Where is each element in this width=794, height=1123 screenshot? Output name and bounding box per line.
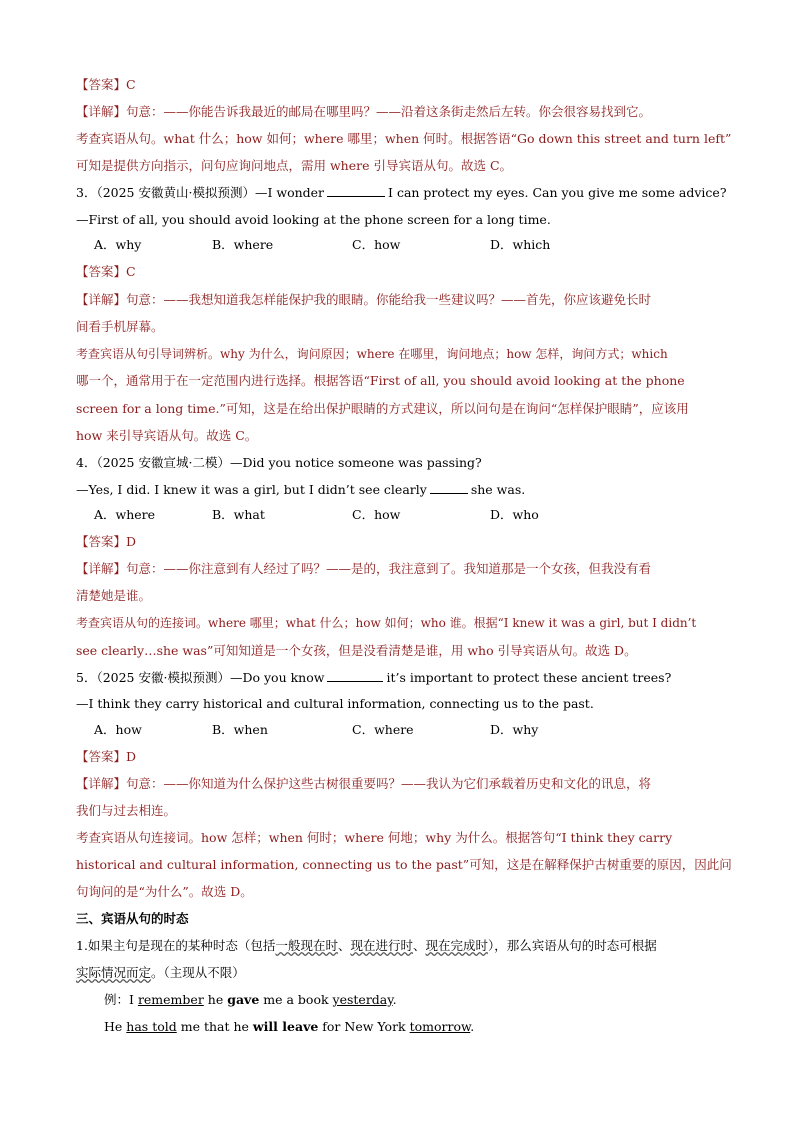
tense-term: 现在进行时: [350, 938, 413, 953]
q2-detail-line-2: 考查宾语从句。what 什么；how 如何；where 哪里；when 何时。根据答语“Go down this street and turn left”: [76, 131, 732, 146]
q3-stem-line-2: —First of all, you should avoid looking at the phone screen for a long time.: [76, 212, 551, 227]
tense-rule-line-1: 1.如果主句是现在的某种时态（包括一般现在时、现在进行时、现在完成时），那么宾语从句的时态可根据: [76, 938, 657, 953]
tense-term: 一般现在时: [275, 938, 338, 953]
tense-rule-line-2: 实际情况而定。（主现从不限）: [76, 965, 245, 980]
q5-stem-line-2: —I think they carry historical and cultural information, connecting us to the past.: [76, 696, 594, 711]
q4-option-b: B．what: [212, 507, 265, 522]
q4-stem-line-1: 4．（2025 安徽宣城·二模）—Did you notice someone was passing?: [76, 455, 482, 470]
q5-detail-line-1: 【详解】句意：——你知道为什么保护这些古树很重要吗？——我认为它们承载着历史和文化的讯息，将: [76, 776, 652, 791]
detail-tag: 【详解】: [76, 104, 127, 119]
q5-option-b: B．when: [212, 722, 268, 737]
answer-tag: 【答案】: [76, 264, 127, 279]
q4-option-a: A．where: [94, 507, 156, 522]
q3-detail-line-4: 哪一个，通常用于在一定范围内进行选择。根据答语“First of all, you should avoid looking at the phone: [76, 373, 685, 388]
answer-value: C: [126, 264, 136, 279]
q4-stem-line-2: —Yes, I did. I knew it was a girl, but I didn’t see clearly she was.: [76, 482, 526, 497]
q4-detail-line-2: 清楚她是谁。: [76, 588, 152, 603]
q5-detail-line-2: 我们与过去相连。: [76, 803, 177, 818]
q5-option-d: D．why: [490, 722, 539, 737]
q4-option-d: D．who: [490, 507, 539, 522]
example-line-2: He has told me that he will leave for New York tomorrow.: [104, 1019, 475, 1034]
q4-detail-line-3: 考查宾语从句的连接词。where 哪里；what 什么；how 如何；who 谁。根据“I knew it was a girl, but I didn’t: [76, 616, 697, 630]
q2-detail-line-3: 可知是提供方向指示，问句应询问地点，需用 where 引导宾语从句。故选 C。: [76, 158, 513, 173]
q3-option-c: C．how: [352, 237, 401, 252]
q5-stem-line-1: 5．（2025 安徽·模拟预测）—Do you know it’s important to protect these ancient trees?: [76, 670, 672, 685]
q3-detail-line-5: screen for a long time.”可知，这是在给出保护眼睛的方式建议，所以问句是在询问“怎样保护眼睛”，应该用: [76, 401, 689, 416]
example-line-1: 例：I remember he gave me a book yesterday.: [104, 992, 397, 1007]
q5-option-a: A．how: [94, 722, 142, 737]
q3-option-a: A．why: [94, 237, 142, 252]
q3-detail-line-1: 【详解】句意：——我想知道我怎样能保护我的眼睛。你能给我一些建议吗？——首先，你应该避免长时: [76, 292, 652, 307]
q5-detail-line-3: 考查宾语从句连接词。how 怎样；when 何时；where 何地；why 为什么。根据答句“I think they carry: [76, 830, 673, 845]
q3-option-d: D．which: [490, 237, 551, 252]
q3-detail-line-3: 考查宾语从句引导词辨析。why 为什么，询问原因；where 在哪里，询问地点；how 怎样，询问方式；which: [76, 347, 668, 361]
q4-answer-line: [76, 533, 726, 551]
detail-tag: 【详解】: [76, 776, 127, 791]
answer-value: C: [126, 77, 136, 92]
q5-detail-line-5: 句询问的是“为什么”。故选 D。: [76, 884, 253, 899]
q4-detail-line-1: 【详解】句意：——你注意到有人经过了吗？——是的，我注意到了。我知道那是一个女孩，但我没有看: [76, 561, 652, 576]
answer-blank: [327, 184, 385, 197]
q4-option-c: C．how: [352, 507, 401, 522]
q2-detail-line-1: 【详解】句意：——你能告诉我最近的邮局在哪里吗？——沿着这条街走然后左转。你会很容易找到它。: [76, 104, 652, 119]
q3-stem-line-1: 3．（2025 安徽黄山·模拟预测）—I wonder I can protect my eyes. Can you give me some advice?: [76, 185, 727, 200]
q5-option-c: C．where: [352, 722, 414, 737]
detail-tag: 【详解】: [76, 561, 127, 576]
q3-detail-line-2: 间看手机屏幕。: [76, 319, 164, 334]
answer-value: D: [126, 534, 137, 549]
q5-detail-line-4: historical and cultural information, connecting us to the past”可知，这是在解释保护古树重要的原因，因此问: [76, 857, 732, 872]
answer-tag: 【答案】: [76, 534, 127, 549]
answer-tag: 【答案】: [76, 77, 127, 92]
q5-answer-line: [76, 748, 726, 766]
q4-detail-line-4: see clearly…she was”可知知道是一个女孩，但是没看清楚是谁，用 who 引导宾语从句。故选 D。: [76, 643, 637, 658]
answer-value: D: [126, 749, 137, 764]
q3-answer-line: [76, 263, 726, 281]
tense-term: 现在完成时: [425, 938, 489, 953]
answer-tag: 【答案】: [76, 749, 127, 764]
q2-answer-line: [76, 76, 726, 94]
answer-blank: [430, 481, 468, 494]
section-heading: 三、宾语从句的时态: [76, 911, 189, 926]
q3-option-b: B．where: [212, 237, 274, 252]
detail-tag: 【详解】: [76, 292, 127, 307]
q3-detail-line-6: how 来引导宾语从句。故选 C。: [76, 428, 258, 443]
answer-blank: [327, 669, 383, 682]
